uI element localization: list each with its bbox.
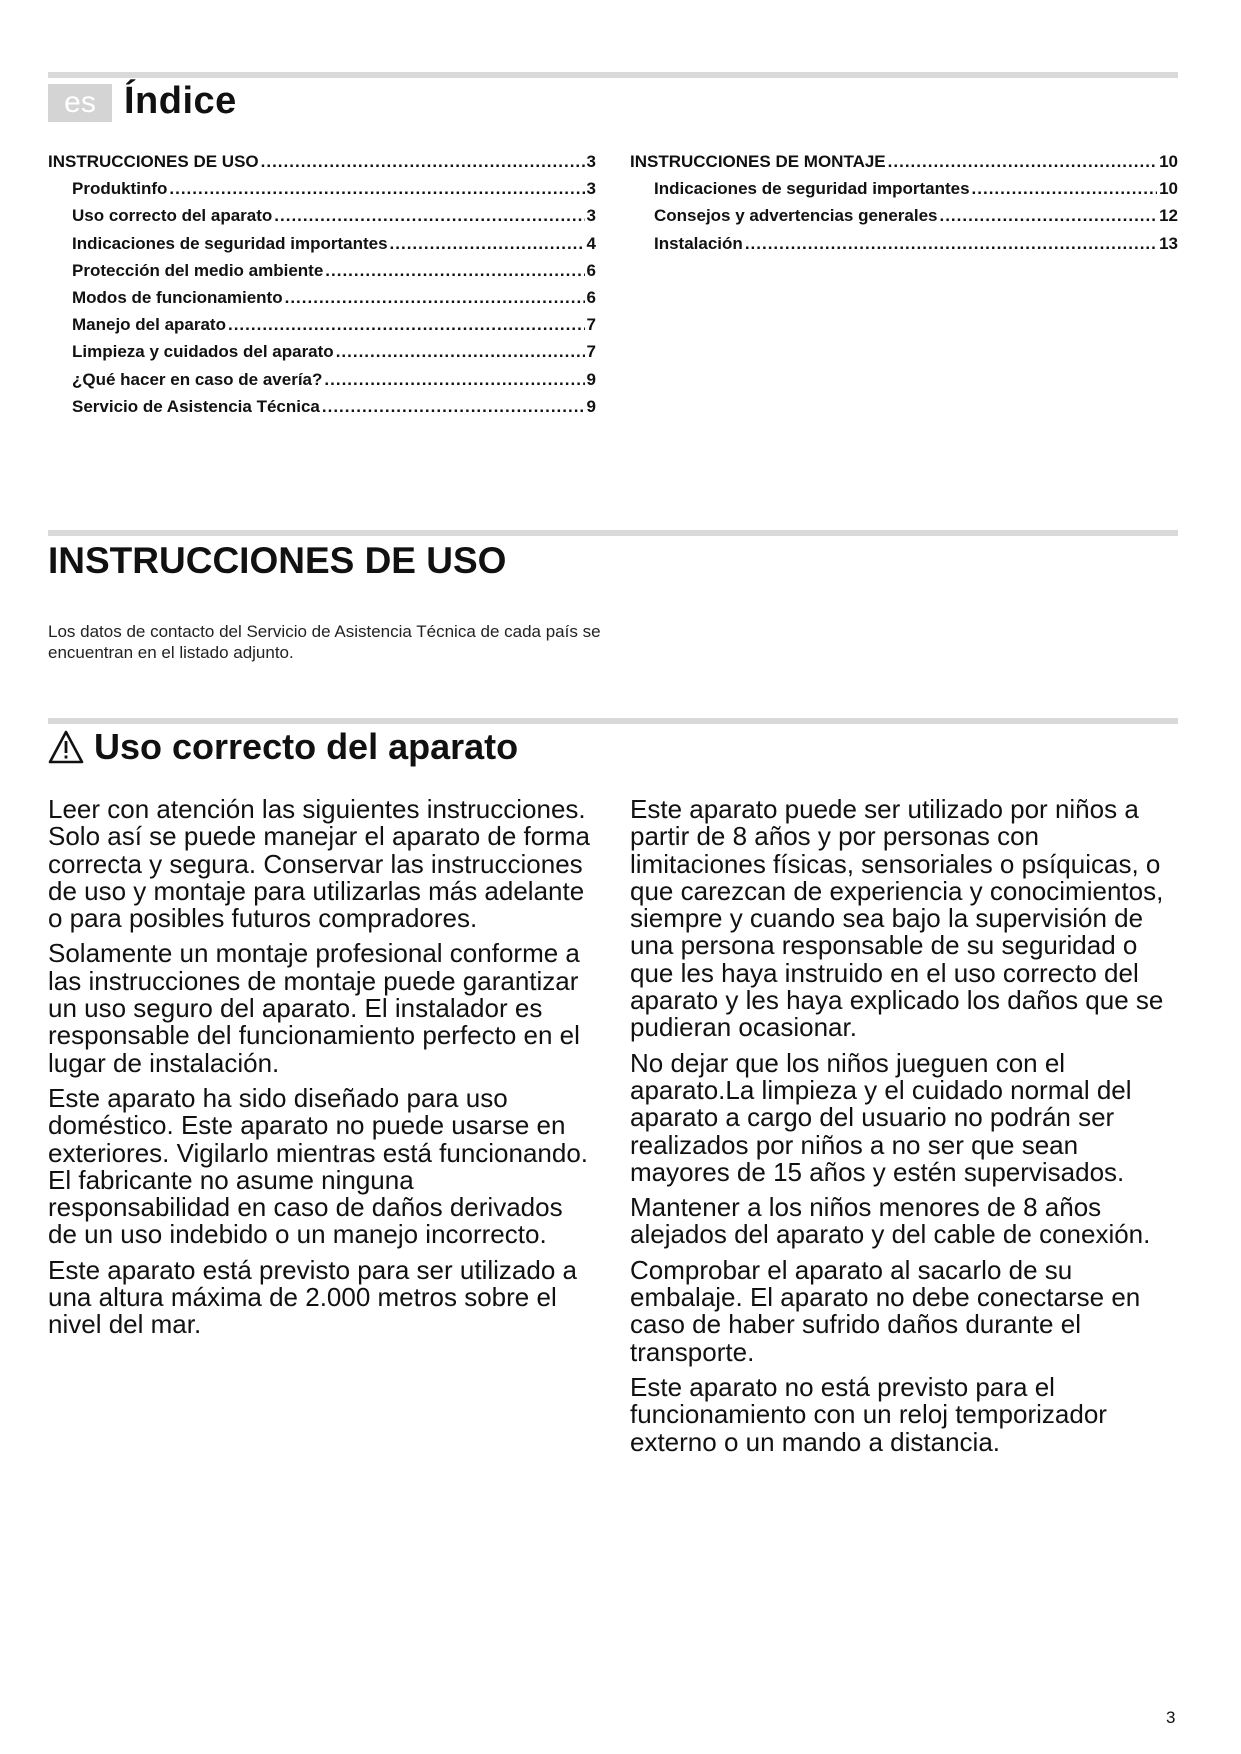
- toc-leader-dots: [261, 152, 585, 172]
- toc-entry-title: INSTRUCCIONES DE MONTAJE: [630, 152, 886, 171]
- toc-entry[interactable]: [48, 152, 596, 179]
- toc-entry-page: 4: [586, 233, 596, 253]
- toc-entry-page: 3: [586, 152, 596, 171]
- toc-entry-page: 7: [586, 342, 596, 362]
- toc-leader-dots: [228, 315, 585, 335]
- toc-entry-title: Instalación: [654, 233, 743, 253]
- toc-leader-dots: [888, 152, 1157, 172]
- section-title: INSTRUCCIONES DE USO: [48, 540, 507, 581]
- toc-leader-dots: [325, 261, 584, 281]
- toc-entry-page: 10: [1159, 152, 1178, 171]
- toc-entry[interactable]: [630, 234, 1178, 261]
- toc-entry[interactable]: [48, 179, 596, 206]
- toc-entry-title: Consejos y advertencias generales: [654, 206, 938, 226]
- toc-leader-dots: [324, 370, 584, 390]
- subsection-heading: [48, 726, 518, 768]
- top-rule: [48, 72, 1178, 78]
- toc-entry-page: 6: [586, 260, 596, 280]
- toc-right-column: [630, 152, 1178, 261]
- body-right-column: [630, 796, 1175, 1464]
- toc-entry[interactable]: [630, 152, 1178, 179]
- toc-entry[interactable]: [48, 206, 596, 233]
- subsection-rule: [48, 718, 1178, 724]
- toc-entry-page: 12: [1159, 206, 1178, 226]
- toc-leader-dots: [274, 206, 584, 226]
- warning-triangle-icon: [48, 730, 84, 764]
- toc-leader-dots: [745, 234, 1157, 254]
- body-paragraph: Mantener a los niños menores de 8 años alejados del aparato y del cable de conexión.: [630, 1192, 1151, 1250]
- toc-entry[interactable]: [48, 315, 596, 342]
- toc-entry[interactable]: [630, 179, 1178, 206]
- toc-leader-dots: [336, 342, 585, 362]
- toc-entry-page: 7: [586, 315, 596, 335]
- toc-entry-title: Indicaciones de seguridad importantes: [654, 179, 970, 199]
- language-badge: es: [48, 84, 112, 122]
- toc-leader-dots: [939, 206, 1157, 226]
- toc-entry-title: Produktinfo: [72, 179, 168, 199]
- toc-entry[interactable]: [48, 288, 596, 315]
- toc-entry[interactable]: [48, 261, 596, 288]
- toc-entry-page: 6: [586, 287, 596, 307]
- toc-entry-title: Servicio de Asistencia Técnica: [72, 396, 320, 416]
- toc-entry-page: 9: [586, 396, 596, 416]
- toc-entry[interactable]: [48, 397, 596, 424]
- toc-entry-page: 10: [1159, 179, 1178, 199]
- section-rule: [48, 530, 1178, 536]
- toc-entry-page: 13: [1159, 233, 1178, 253]
- toc-leader-dots: [390, 234, 585, 254]
- section-intro: Los datos de contacto del Servicio de Asistencia Técnica de cada país se encuentran en el listado adjunto.: [48, 622, 601, 662]
- toc-entry-page: 9: [586, 369, 596, 389]
- toc-entry[interactable]: [48, 234, 596, 261]
- body-paragraph: Este aparato no está previsto para el funcionamiento con un reloj temporizador externo o un mando a distancia.: [630, 1371, 1107, 1457]
- body-paragraph: Este aparato puede ser utilizado por niños a partir de 8 años y por personas con limitaciones físicas, sensoriales o psíquicas, o que carezcan de experiencia y conocimientos, siempre y cuando sea bajo la supervisión de una persona responsable de su seguridad o que les haya instruido en el uso correcto del aparato y les haya explicado los daños que se pudieran ocasionar.: [630, 794, 1164, 1043]
- index-title: Índice: [124, 80, 237, 122]
- body-paragraph: No dejar que los niños jueguen con el aparato.La limpieza y el cuidado normal del aparato a cargo del usuario no podrán ser realizados por niños a no ser que sean mayores de 15 años y estén supervisados.: [630, 1047, 1132, 1187]
- toc-entry[interactable]: [630, 206, 1178, 233]
- toc-leader-dots: [169, 179, 584, 199]
- toc-leader-dots: [322, 397, 585, 417]
- toc-entry-title: Manejo del aparato: [72, 315, 226, 335]
- body-left-column: [48, 796, 593, 1347]
- toc-entry[interactable]: [48, 370, 596, 397]
- toc-entry-page: 3: [586, 179, 596, 199]
- toc-leader-dots: [285, 288, 585, 308]
- toc-entry-title: Uso correcto del aparato: [72, 206, 273, 226]
- subsection-title: Uso correcto del aparato: [94, 726, 519, 767]
- toc-entry-title: INSTRUCCIONES DE USO: [48, 152, 259, 171]
- toc-entry-title: ¿Qué hacer en caso de avería?: [72, 369, 323, 389]
- toc-entry-title: Modos de funcionamiento: [72, 287, 283, 307]
- body-paragraph: Este aparato está previsto para ser utilizado a una altura máxima de 2.000 metros sobre el nivel del mar.: [48, 1254, 577, 1340]
- body-paragraph: Este aparato ha sido diseñado para uso doméstico. Este aparato no puede usarse en exteriores. Vigilarlo mientras está funcionando. El fabricante no asume ninguna responsabilidad en caso de daños derivados de un uso indebido o un manejo incorrecto.: [48, 1082, 589, 1250]
- page-number: 3: [1166, 1708, 1176, 1727]
- toc-entry[interactable]: [48, 342, 596, 369]
- toc-entry-title: Indicaciones de seguridad importantes: [72, 233, 388, 253]
- toc-left-column: [48, 152, 596, 424]
- toc-entry-page: 3: [586, 206, 596, 226]
- toc-entry-title: Protección del medio ambiente: [72, 260, 324, 280]
- body-paragraph: Solamente un montaje profesional conforme a las instrucciones de montaje puede garantizar un uso seguro del aparato. El instalador es responsable del funcionamiento perfecto en el lugar de instalación.: [48, 938, 580, 1078]
- toc-entry-title: Limpieza y cuidados del aparato: [72, 342, 334, 362]
- body-paragraph: Comprobar el aparato al sacarlo de su embalaje. El aparato no debe conectarse en caso de haber sufrido daños durante el transporte.: [630, 1254, 1141, 1367]
- toc-leader-dots: [972, 179, 1158, 199]
- body-paragraph: Leer con atención las siguientes instrucciones. Solo así se puede manejar el aparato de forma correcta y segura. Conservar las instrucciones de uso y montaje para utilizarlas más adelante o para posibles futuros compradores.: [48, 794, 591, 934]
